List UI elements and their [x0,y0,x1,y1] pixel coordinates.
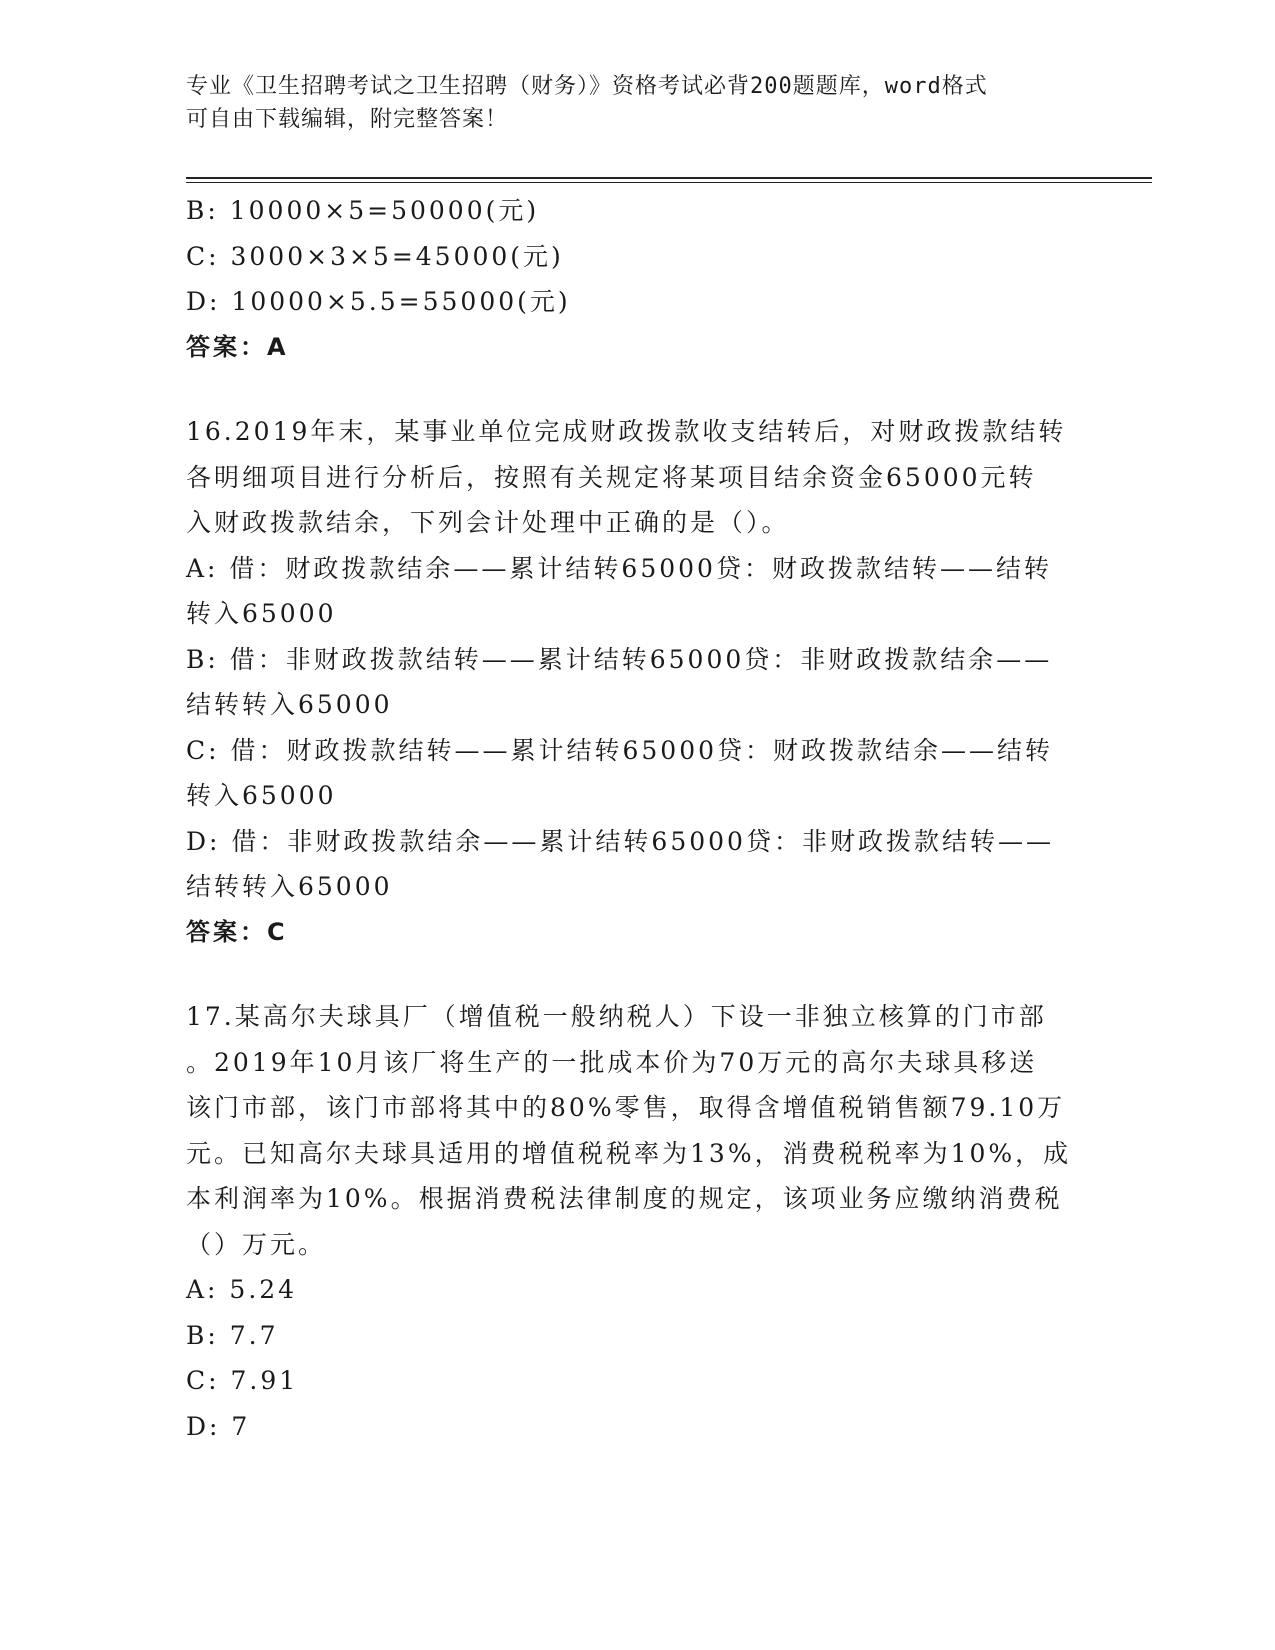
option-c: C: 借：财政拨款结转——累计结转65000贷：财政拨款结余——结转 [186,735,1054,765]
option-c-cont: 转入65000 [186,781,337,810]
option-a: A: 借：财政拨款结余——累计结转65000贷：财政拨款结转——结转 [186,553,1052,583]
header-line-2: 可自由下载编辑，附完整答案！ [186,107,509,132]
question-stem-line: 元。已知高尔夫球具适用的增值税税率为13%，消费税税率为10%，成 [186,1138,1072,1168]
option-b: B: 10000×5=50000(元) [186,196,540,225]
question-stem-line: 17.某高尔夫球具厂（增值税一般纳税人）下设一非独立核算的门市部 [186,1002,1047,1031]
option-b: B: 借：非财政拨款结转——累计结转65000贷：非财政拨款结余—— [186,644,1053,674]
option-d: D: 10000×5.5=55000(元) [186,287,571,316]
question-stem-line: 入财政拨款结余，下列会计处理中正确的是（）。 [186,508,790,537]
option-c: C: 3000×3×5=45000(元) [186,241,564,271]
question-stem-line: 各明细项目进行分析后，按照有关规定将某项目结余资金65000元转 [186,462,1037,492]
document-body [186,188,1086,1449]
question-15-tail [186,188,1086,370]
question-stem-line: 16.2019年末，某事业单位完成财政拨款收支结转后，对财政拨款结转 [186,417,1067,446]
answer-line: 答案：A [186,332,289,361]
document-header [186,70,1066,136]
option-b: B: 7.7 [186,1320,279,1350]
option-d: D: 7 [186,1411,251,1441]
option-d-cont: 结转转入65000 [186,872,393,901]
question-stem-line: 本利润率为10%。根据消费税法律制度的规定，该项业务应缴纳消费税 [186,1184,1063,1213]
option-d: D: 借：非财政拨款结余——累计结转65000贷：非财政拨款结转—— [186,826,1054,856]
question-stem-line: 该门市部，该门市部将其中的80%零售，取得含增值税销售额79.10万 [186,1093,1066,1122]
header-line-1: 专业《卫生招聘考试之卫生招聘（财务）》资格考试必背200题题库，word格式 [186,74,988,99]
header-rule-thick [186,177,1152,179]
question-stem-line: 。2019年10月该厂将生产的一批成本价为70万元的高尔夫球具移送 [186,1047,1038,1077]
question-stem-line: （）万元。 [186,1229,327,1259]
header-rule-thin [186,182,1152,183]
option-b-cont: 结转转入65000 [186,690,393,719]
question-16 [186,409,1086,955]
question-spacer [186,955,1086,994]
option-a: A: 5.24 [186,1275,298,1304]
question-17 [186,994,1086,1449]
question-spacer [186,370,1086,409]
option-c: C: 7.91 [186,1366,299,1395]
answer-line: 答案：C [186,917,288,946]
option-a-cont: 转入65000 [186,599,337,628]
